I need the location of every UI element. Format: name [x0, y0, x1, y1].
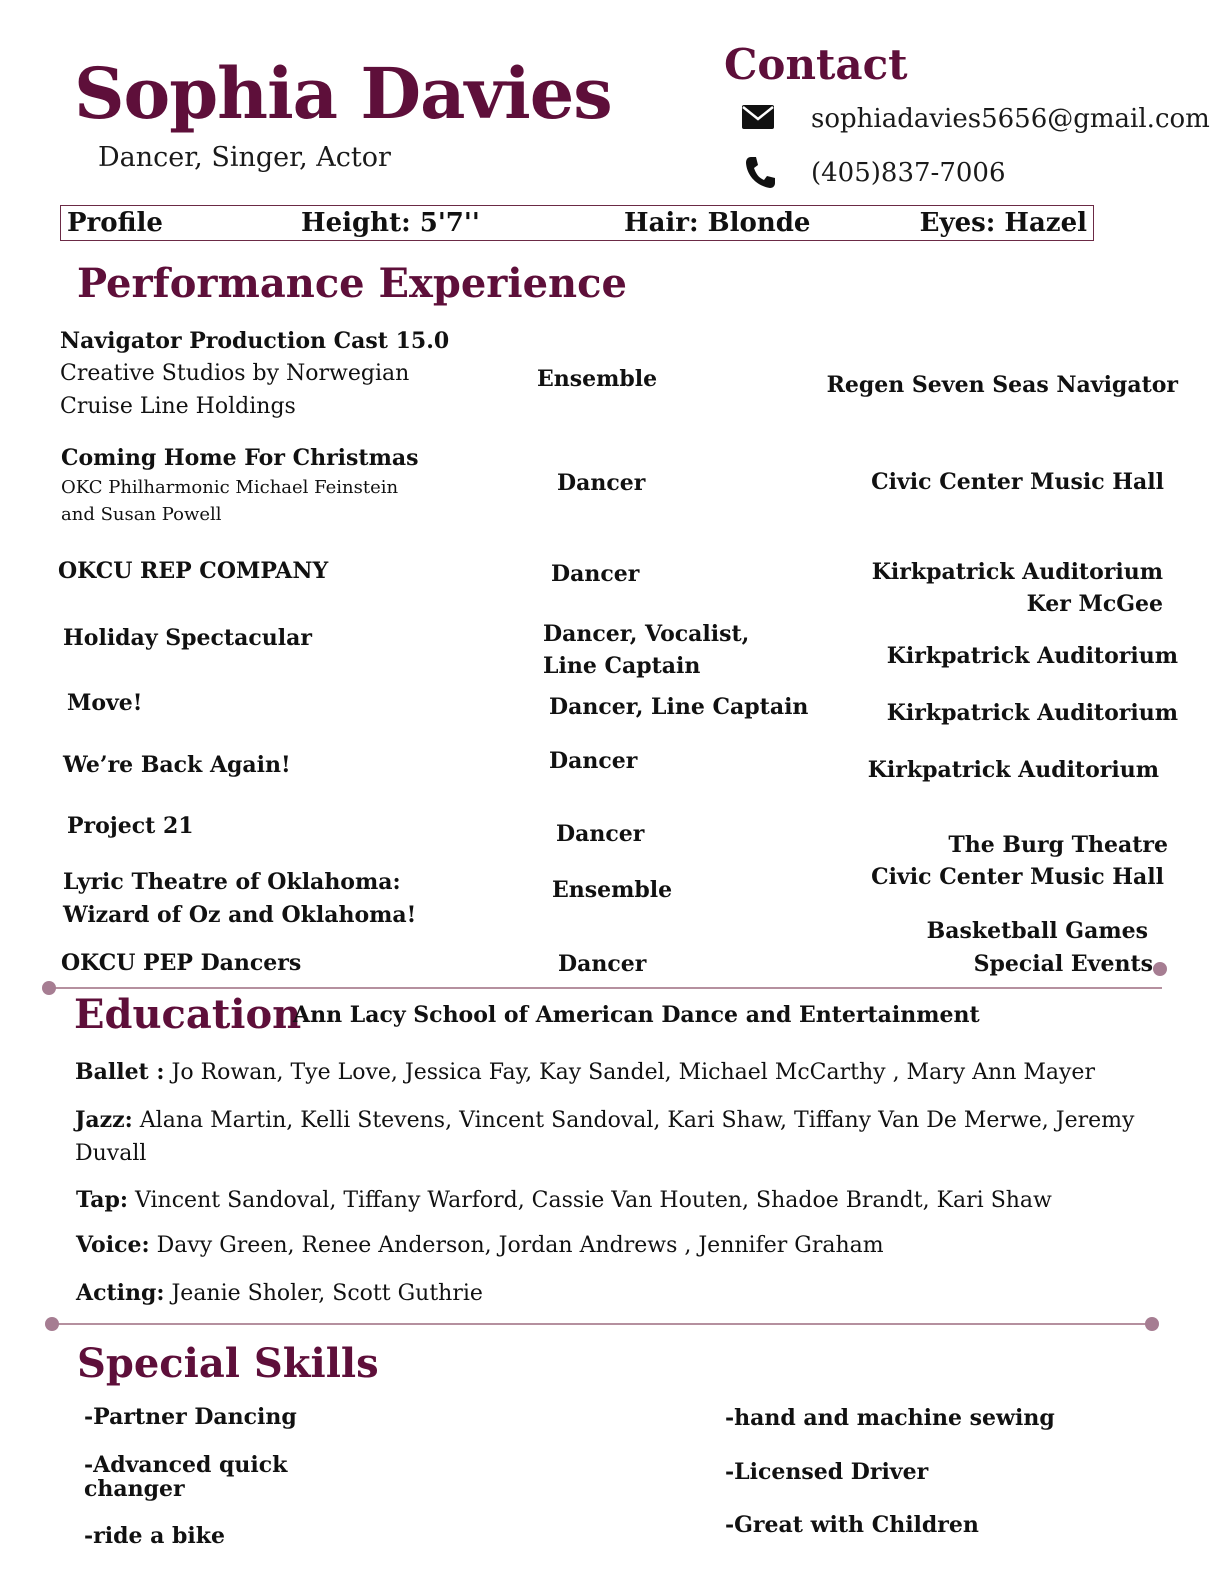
perf-title: Coming Home For Christmas	[61, 445, 419, 471]
perf-role: Dancer	[558, 951, 647, 977]
divider-dot	[1153, 962, 1167, 976]
contact-email[interactable]: sophiadavies5656@gmail.com	[811, 104, 1210, 134]
skill-item: -hand and machine sewing	[725, 1405, 1055, 1431]
skill-item: -Great with Children	[725, 1512, 979, 1538]
perf-role: Dancer	[556, 821, 645, 847]
perf-title: Move!	[67, 690, 143, 716]
skill-item-cont: changer	[84, 1476, 185, 1502]
perf-subtitle: OKC Philharmonic Michael Feinstein	[61, 477, 399, 498]
perf-role: Dancer, Vocalist,	[543, 621, 750, 647]
divider-dot	[1145, 1317, 1159, 1331]
section-divider	[52, 1323, 1152, 1325]
education-teachers: Alana Martin, Kelli Stevens, Vincent Sandoval, Kari Shaw, Tiffany Van De Merwe, Jeremy	[132, 1108, 1135, 1133]
contact-heading: Contact	[724, 40, 908, 89]
education-line-tap	[76, 1184, 1052, 1217]
perf-venue: Regen Seven Seas Navigator	[826, 372, 1178, 398]
phone-icon	[742, 154, 778, 190]
education-label: Tap:	[76, 1187, 129, 1213]
education-teachers: Vincent Sandoval, Tiffany Warford, Cassie Van Houten, Shadoe Brandt, Kari Shaw	[128, 1188, 1052, 1213]
perf-venue: The Burg Theatre	[948, 832, 1168, 858]
divider-dot	[42, 981, 56, 995]
perf-subtitle: and Susan Powell	[61, 504, 222, 525]
perf-venue: Kirkpatrick Auditorium	[867, 757, 1159, 783]
education-teachers: Davy Green, Renee Anderson, Jordan Andrews , Jennifer Graham	[149, 1233, 884, 1258]
profile-box	[60, 205, 1094, 241]
education-line-voice	[76, 1229, 884, 1262]
education-line-jazz	[75, 1104, 1134, 1137]
perf-venue: Civic Center Music Hall	[871, 469, 1164, 495]
education-heading: Education	[74, 991, 302, 1038]
skill-item: -Advanced quick	[84, 1452, 288, 1478]
performance-heading: Performance Experience	[77, 260, 627, 307]
perf-venue: Basketball Games	[926, 918, 1148, 944]
perf-venue: Kirkpatrick Auditorium	[886, 700, 1178, 726]
perf-title: Holiday Spectacular	[63, 625, 312, 651]
education-label: Jazz:	[75, 1107, 133, 1133]
perf-role: Line Captain	[543, 653, 701, 679]
profile-eyes: Eyes: Hazel	[919, 208, 1087, 238]
skill-item: -ride a bike	[84, 1523, 226, 1549]
perf-title: OKCU PEP Dancers	[61, 950, 302, 976]
skill-item: -Licensed Driver	[725, 1459, 929, 1485]
perf-subtitle: Cruise Line Holdings	[60, 394, 296, 419]
skill-item: -Partner Dancing	[84, 1404, 297, 1430]
candidate-subtitle: Dancer, Singer, Actor	[98, 142, 391, 173]
perf-venue: Kirkpatrick Auditorium	[871, 559, 1163, 585]
perf-role: Ensemble	[537, 366, 658, 392]
perf-title: We’re Back Again!	[63, 752, 291, 778]
perf-title: Wizard of Oz and Oklahoma!	[63, 902, 417, 928]
education-line-ballet	[75, 1056, 1095, 1089]
divider-dot	[45, 1317, 59, 1331]
education-line-acting	[76, 1277, 483, 1310]
perf-role: Dancer	[549, 748, 638, 774]
perf-venue: Civic Center Music Hall	[871, 864, 1164, 890]
perf-role: Dancer	[557, 470, 646, 496]
perf-role: Ensemble	[552, 877, 673, 903]
contact-phone[interactable]: (405)837-7006	[811, 158, 1006, 188]
perf-title: OKCU REP COMPANY	[58, 558, 329, 584]
skills-heading: Special Skills	[77, 1340, 379, 1387]
education-teachers: Jo Rowan, Tye Love, Jessica Fay, Kay Sandel, Michael McCarthy , Mary Ann Mayer	[164, 1060, 1095, 1085]
education-school: Ann Lacy School of American Dance and Entertainment	[293, 1002, 980, 1028]
envelope-icon	[740, 100, 776, 136]
profile-hair: Hair: Blonde	[624, 208, 811, 238]
education-label: Ballet :	[75, 1059, 165, 1085]
perf-subtitle: Creative Studios by Norwegian	[60, 361, 410, 386]
perf-venue: Kirkpatrick Auditorium	[886, 643, 1178, 669]
perf-role: Dancer	[551, 561, 640, 587]
perf-title: Lyric Theatre of Oklahoma:	[63, 869, 401, 895]
section-divider	[50, 987, 1162, 989]
perf-title: Project 21	[67, 813, 194, 839]
perf-role: Dancer, Line Captain	[549, 694, 809, 720]
candidate-name: Sophia Davies	[74, 52, 612, 135]
perf-title: Navigator Production Cast 15.0	[60, 328, 450, 354]
education-label: Acting:	[76, 1280, 165, 1306]
perf-venue: Special Events	[973, 951, 1153, 977]
education-teachers: Jeanie Sholer, Scott Guthrie	[164, 1281, 483, 1306]
education-label: Voice:	[76, 1232, 150, 1258]
education-line-jazz-cont: Duvall	[75, 1141, 147, 1166]
profile-label: Profile	[67, 208, 163, 238]
perf-venue: Ker McGee	[1026, 591, 1163, 617]
profile-height: Height: 5'7''	[301, 208, 480, 238]
